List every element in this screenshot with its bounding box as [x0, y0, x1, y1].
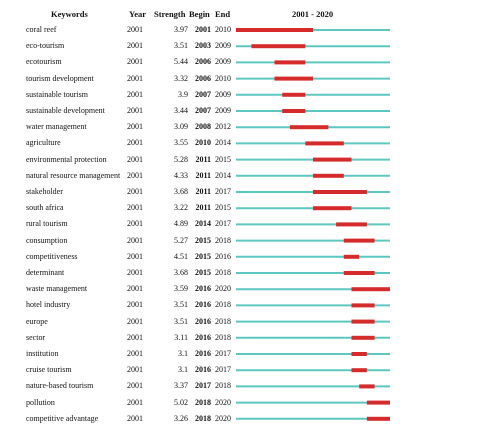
cell-begin: 2001: [195, 25, 211, 34]
cell-end: 2020: [215, 284, 231, 294]
cell-keyword: consumption: [26, 235, 68, 245]
cell-begin: 2007: [195, 89, 211, 99]
cell-end: 2017: [215, 365, 231, 375]
cell-end: 2020: [215, 413, 231, 423]
cell-begin: 2016: [195, 349, 211, 358]
cell-begin: 2016: [195, 365, 211, 375]
header-year: Year: [129, 9, 146, 19]
burst-bar: [352, 368, 367, 372]
burst-bar: [275, 77, 314, 81]
burst-bar: [313, 206, 352, 210]
cell-end: 2015: [215, 154, 231, 164]
cell-keyword: coral reef: [26, 25, 57, 34]
cell-year: 2001: [127, 381, 143, 391]
cell-year: 2001: [127, 365, 143, 375]
burst-bar: [313, 158, 352, 162]
cell-end: 2018: [215, 332, 231, 342]
cell-keyword: water management: [26, 122, 87, 132]
cell-begin: 2018: [195, 413, 211, 423]
header-begin: Begin: [189, 9, 210, 19]
cell-year: 2001: [127, 73, 143, 83]
cell-strength: 3.9: [178, 89, 188, 99]
burst-bar: [313, 190, 367, 194]
cell-begin: 2015: [195, 235, 211, 245]
cell-year: 2001: [127, 219, 143, 229]
cell-strength: 3.1: [178, 365, 188, 375]
cell-end: 2010: [215, 73, 231, 83]
cell-strength: 3.26: [174, 413, 188, 423]
cell-end: 2016: [215, 251, 231, 261]
cell-strength: 3.97: [174, 25, 188, 34]
cell-end: 2018: [215, 381, 231, 391]
cell-year: 2001: [127, 316, 143, 326]
cell-begin: 2016: [195, 332, 211, 342]
cell-year: 2001: [127, 300, 143, 310]
cell-begin: 2011: [195, 187, 211, 196]
cell-year: 2001: [127, 397, 143, 407]
cell-strength: 3.55: [174, 138, 188, 148]
cell-strength: 5.44: [174, 57, 188, 67]
cell-end: 2018: [215, 235, 231, 245]
cell-year: 2001: [127, 413, 143, 423]
cell-strength: 3.44: [174, 106, 188, 115]
burst-bar: [275, 60, 306, 64]
burst-bar: [359, 384, 374, 388]
cell-begin: 2017: [195, 381, 211, 391]
cell-keyword: waste management: [26, 284, 88, 294]
cell-keyword: sector: [26, 332, 46, 342]
cell-begin: 2007: [195, 106, 211, 115]
cell-keyword: nature-based tourism: [26, 381, 94, 391]
header-timeline: 2001 - 2020: [292, 9, 334, 19]
cell-keyword: institution: [26, 349, 59, 358]
cell-keyword: competitive advantage: [26, 413, 99, 423]
cell-end: 2017: [215, 349, 231, 358]
cell-strength: 3.32: [174, 73, 188, 83]
cell-strength: 3.68: [174, 187, 188, 196]
cell-year: 2001: [127, 251, 143, 261]
cell-keyword: eco-tourism: [26, 41, 65, 51]
burst-bar: [336, 222, 367, 226]
cell-year: 2001: [127, 89, 143, 99]
burst-bar: [282, 93, 305, 97]
cell-keyword: sustainable tourism: [26, 89, 88, 99]
cell-end: 2010: [215, 25, 231, 34]
cell-keyword: hotel industry: [26, 300, 71, 310]
cell-strength: 3.68: [174, 268, 188, 277]
cell-keyword: rural tourism: [26, 219, 68, 229]
cell-end: 2020: [215, 397, 231, 407]
cell-end: 2009: [215, 41, 231, 51]
cell-end: 2018: [215, 300, 231, 310]
cell-strength: 3.37: [174, 381, 188, 391]
cell-strength: 3.09: [174, 122, 188, 132]
cell-keyword: sustainable development: [26, 106, 105, 115]
cell-begin: 2006: [195, 73, 211, 83]
cell-year: 2001: [127, 170, 143, 180]
cell-strength: 3.11: [174, 332, 188, 342]
header-strength: Strength: [154, 9, 186, 19]
cell-end: 2017: [215, 219, 231, 229]
burst-bar: [305, 141, 344, 145]
cell-begin: 2018: [195, 397, 211, 407]
cell-year: 2001: [127, 349, 143, 358]
cell-keyword: tourism development: [26, 73, 94, 83]
cell-year: 2001: [127, 284, 143, 294]
cell-keyword: south africa: [26, 203, 64, 213]
cell-year: 2001: [127, 154, 143, 164]
cell-end: 2017: [215, 187, 231, 196]
burst-bar: [344, 271, 375, 275]
burst-bar: [344, 239, 375, 243]
cell-strength: 3.59: [174, 284, 188, 294]
cell-strength: 3.51: [174, 316, 188, 326]
cell-strength: 3.22: [174, 203, 188, 213]
cell-begin: 2016: [195, 300, 211, 310]
cell-strength: 3.51: [174, 41, 188, 51]
cell-begin: 2011: [195, 170, 211, 180]
cell-strength: 3.1: [178, 349, 188, 358]
burst-bar: [282, 109, 305, 113]
cell-year: 2001: [127, 138, 143, 148]
cell-keyword: natural resource management: [26, 170, 121, 180]
cell-end: 2009: [215, 57, 231, 67]
burst-bar: [290, 125, 329, 129]
cell-strength: 4.33: [174, 170, 188, 180]
cell-strength: 3.51: [174, 300, 188, 310]
cell-year: 2001: [127, 203, 143, 213]
cell-begin: 2011: [195, 203, 211, 213]
cell-begin: 2014: [195, 219, 211, 229]
cell-strength: 5.27: [174, 235, 188, 245]
cell-year: 2001: [127, 332, 143, 342]
cell-strength: 4.51: [174, 251, 188, 261]
burst-bar: [367, 401, 390, 405]
cell-begin: 2010: [195, 138, 211, 148]
burst-bar: [352, 320, 375, 324]
header-keywords: Keywords: [51, 9, 88, 19]
cell-end: 2009: [215, 89, 231, 99]
cell-keyword: europe: [26, 316, 48, 326]
cell-keyword: ecotourism: [26, 57, 62, 67]
cell-keyword: environmental protection: [26, 154, 107, 164]
cell-begin: 2016: [195, 284, 211, 294]
cell-begin: 2006: [195, 57, 211, 67]
cell-end: 2018: [215, 316, 231, 326]
burst-bar: [352, 352, 367, 356]
cell-end: 2015: [215, 203, 231, 213]
cell-begin: 2003: [195, 41, 211, 51]
burst-bar: [352, 336, 375, 340]
cell-begin: 2015: [195, 268, 211, 277]
cell-year: 2001: [127, 41, 143, 51]
cell-keyword: agriculture: [26, 138, 61, 148]
cell-year: 2001: [127, 25, 143, 34]
cell-end: 2009: [215, 106, 231, 115]
cell-strength: 5.28: [174, 154, 188, 164]
cell-keyword: stakeholder: [26, 187, 63, 196]
burst-bar: [313, 174, 344, 178]
cell-end: 2018: [215, 268, 231, 277]
cell-begin: 2015: [195, 251, 211, 261]
cell-strength: 5.02: [174, 397, 188, 407]
cell-begin: 2008: [195, 122, 211, 132]
cell-year: 2001: [127, 106, 143, 115]
cell-year: 2001: [127, 57, 143, 67]
burst-bar: [352, 303, 375, 307]
cell-begin: 2016: [195, 316, 211, 326]
cell-keyword: pollution: [26, 397, 55, 407]
burst-bar: [367, 417, 390, 421]
cell-year: 2001: [127, 187, 143, 196]
cell-year: 2001: [127, 268, 143, 277]
burst-bar: [251, 44, 305, 48]
burst-bar: [344, 255, 359, 259]
header-end: End: [215, 9, 231, 19]
cell-end: 2014: [215, 170, 231, 180]
cell-end: 2014: [215, 138, 231, 148]
cell-begin: 2011: [195, 154, 211, 164]
cell-strength: 4.89: [174, 219, 188, 229]
cell-keyword: competitiveness: [26, 251, 78, 261]
cell-end: 2012: [215, 122, 231, 132]
burst-bar: [352, 287, 391, 291]
cell-year: 2001: [127, 122, 143, 132]
cell-keyword: determinant: [26, 268, 65, 277]
cell-keyword: cruise tourism: [26, 365, 72, 375]
burst-bar: [236, 28, 313, 32]
cell-year: 2001: [127, 235, 143, 245]
